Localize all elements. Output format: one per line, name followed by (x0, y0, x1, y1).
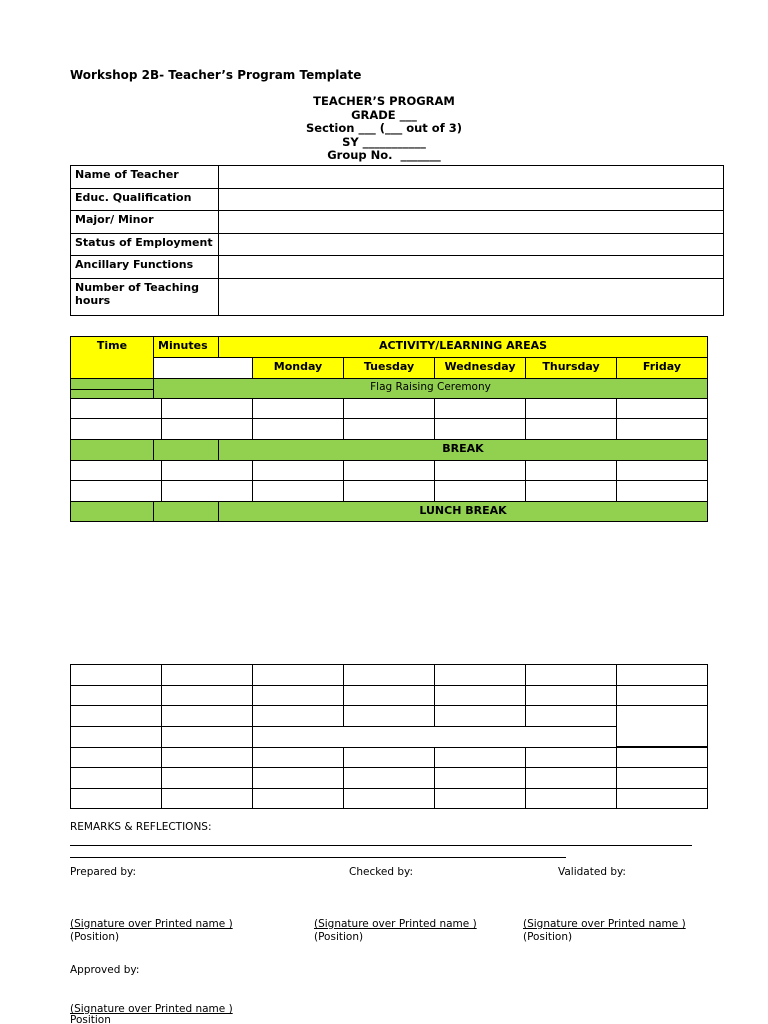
schedule-entry-field[interactable] (343, 767, 435, 789)
schedule-entry-field[interactable] (161, 480, 253, 502)
schedule-entry-field[interactable] (343, 398, 435, 419)
remarks-line-1 (70, 845, 692, 846)
info-label (70, 210, 219, 234)
info-label-text: Number of Teaching hours (75, 281, 200, 307)
schedule-entry-field[interactable] (252, 747, 344, 768)
schedule-entry-field[interactable] (161, 398, 253, 419)
schedule-entry-field[interactable] (525, 788, 617, 809)
schedule-entry-field[interactable] (616, 398, 708, 419)
schedule-entry-field[interactable] (161, 418, 253, 440)
schedule-entry-field[interactable] (434, 398, 526, 419)
schedule-entry-field[interactable] (616, 460, 708, 481)
time-header (70, 336, 154, 379)
schedule-entry-field[interactable] (343, 664, 435, 686)
schedule-entry-field[interactable] (161, 767, 253, 789)
day-header-thursday-text: Thursday (542, 360, 600, 373)
activity-header (218, 336, 708, 358)
lunch-break-band (218, 501, 708, 522)
break-minutes-cell (153, 439, 219, 461)
schedule-entry-field[interactable] (70, 726, 162, 748)
validated-by-label: Validated by: (558, 866, 626, 878)
day-header-monday-text: Monday (273, 360, 323, 373)
checked-position-label: (Position) (314, 931, 364, 943)
break-time-cell (70, 439, 154, 461)
minutes-header-text: Minutes (158, 339, 208, 352)
info-value-field[interactable] (218, 233, 724, 256)
flag-raising-band-text: Flag Raising Ceremony (370, 381, 491, 393)
schedule-entry-field[interactable] (252, 705, 344, 727)
activity-header-text: ACTIVITY/LEARNING AREAS (378, 339, 548, 352)
schedule-merged-friday-field[interactable] (616, 705, 708, 748)
header-line: Section ___ (___ out of 3) (306, 121, 462, 136)
break-band-text: BREAK (442, 442, 484, 455)
schedule-entry-field[interactable] (161, 705, 253, 727)
schedule-entry-field[interactable] (616, 788, 708, 809)
minutes-header (153, 336, 219, 358)
schedule-entry-field[interactable] (252, 418, 344, 440)
schedule-entry-field[interactable] (343, 480, 435, 502)
schedule-entry-field[interactable] (161, 685, 253, 706)
schedule-entry-field[interactable] (161, 460, 253, 481)
info-label (70, 188, 219, 211)
merged-cell-bottom-rule (616, 746, 707, 748)
schedule-entry-field[interactable] (70, 705, 162, 727)
schedule-entry-field[interactable] (434, 418, 526, 440)
schedule-entry-field[interactable] (525, 747, 617, 768)
schedule-entry-field[interactable] (525, 460, 617, 481)
info-label-text: Major/ Minor (75, 213, 154, 226)
schedule-entry-field[interactable] (70, 480, 162, 502)
schedule-entry-field[interactable] (525, 685, 617, 706)
schedule-entry-field[interactable] (343, 460, 435, 481)
document-title: Workshop 2B- Teacher’s Program Template (70, 68, 362, 82)
minutes-subheader-blank (153, 357, 253, 379)
schedule-entry-field[interactable] (70, 664, 162, 686)
schedule-entry-field[interactable] (70, 418, 162, 440)
day-header-wednesday (434, 357, 526, 379)
validated-position-label: (Position) (523, 931, 573, 943)
schedule-entry-field[interactable] (525, 398, 617, 419)
schedule-entry-field[interactable] (252, 480, 344, 502)
schedule-entry-field[interactable] (525, 664, 617, 686)
schedule-entry-field[interactable] (70, 767, 162, 789)
prepared-position-label: (Position) (70, 931, 120, 943)
remarks-label: REMARKS & REFLECTIONS: (70, 821, 212, 833)
checked-by-label: Checked by: (349, 866, 414, 878)
form-header (0, 95, 768, 163)
info-label-text: Ancillary Functions (75, 258, 194, 271)
info-label (70, 278, 219, 316)
info-value-field[interactable] (218, 165, 724, 189)
schedule-entry-field[interactable] (343, 705, 435, 727)
info-label (70, 165, 219, 189)
schedule-entry-field[interactable] (252, 767, 344, 789)
schedule-entry-field[interactable] (252, 398, 344, 419)
info-value-field[interactable] (218, 255, 724, 279)
lunch-break-time-cell (70, 501, 154, 522)
day-header-friday-text: Friday (642, 360, 682, 373)
info-label-text: Educ. Qualification (75, 191, 192, 204)
header-line: SY ___________ (342, 134, 426, 149)
schedule-entry-field[interactable] (616, 685, 708, 706)
schedule-entry-field[interactable] (434, 747, 526, 768)
day-header-friday (616, 357, 708, 379)
schedule-entry-field[interactable] (525, 767, 617, 789)
flag-time-divider (70, 389, 153, 390)
day-header-wednesday-text: Wednesday (444, 360, 516, 373)
approved-signature-line: (Signature over Printed name ) (70, 1003, 233, 1015)
info-value-field[interactable] (218, 210, 724, 234)
schedule-entry-field[interactable] (343, 685, 435, 706)
schedule-entry-field[interactable] (252, 685, 344, 706)
schedule-entry-field[interactable] (434, 460, 526, 481)
schedule-entry-field[interactable] (252, 664, 344, 686)
info-label-text: Status of Employment (75, 236, 213, 249)
schedule-entry-field[interactable] (616, 747, 708, 768)
schedule-entry-field[interactable] (343, 788, 435, 809)
prepared-by-label: Prepared by: (70, 866, 136, 878)
schedule-entry-field[interactable] (434, 480, 526, 502)
approved-by-label: Approved by: (70, 964, 140, 976)
header-line: GRADE ___ (351, 107, 417, 122)
schedule-entry-field[interactable] (161, 664, 253, 686)
schedule-entry-field[interactable] (616, 767, 708, 789)
info-value-field[interactable] (218, 278, 724, 316)
schedule-entry-field[interactable] (343, 418, 435, 440)
approved-position-label: Position (70, 1014, 111, 1024)
schedule-entry-field[interactable] (343, 747, 435, 768)
schedule-entry-field[interactable] (70, 685, 162, 706)
schedule-entry-field[interactable] (252, 788, 344, 809)
schedule-entry-field[interactable] (70, 788, 162, 809)
info-label (70, 233, 219, 256)
schedule-entry-field[interactable] (161, 726, 253, 748)
info-label (70, 255, 219, 279)
schedule-entry-field[interactable] (70, 460, 162, 481)
lunch-break-minutes-cell (153, 501, 219, 522)
schedule-entry-field[interactable] (434, 788, 526, 809)
day-header-tuesday-text: Tuesday (363, 360, 415, 373)
header-line: Group No. _______ (327, 148, 441, 163)
schedule-entry-field[interactable] (70, 747, 162, 768)
info-value-field[interactable] (218, 188, 724, 211)
checked-signature-line: (Signature over Printed name ) (314, 918, 477, 930)
schedule-entry-field[interactable] (525, 418, 617, 440)
schedule-entry-field[interactable] (616, 418, 708, 440)
validated-signature-line: (Signature over Printed name ) (523, 918, 686, 930)
schedule-entry-field[interactable] (434, 685, 526, 706)
info-label-text: Name of Teacher (75, 168, 179, 181)
time-header-text: Time (96, 339, 128, 352)
day-header-thursday (525, 357, 617, 379)
schedule-entry-field[interactable] (525, 480, 617, 502)
schedule-merged-field[interactable] (252, 726, 617, 748)
lunch-break-band-text: LUNCH BREAK (419, 504, 507, 517)
schedule-entry-field[interactable] (434, 664, 526, 686)
schedule-entry-field[interactable] (616, 664, 708, 686)
break-band (218, 439, 708, 461)
schedule-entry-field[interactable] (161, 747, 253, 768)
schedule-entry-field[interactable] (616, 480, 708, 502)
flag-raising-band (153, 378, 708, 399)
schedule-entry-field[interactable] (252, 460, 344, 481)
prepared-signature-line: (Signature over Printed name ) (70, 918, 233, 930)
day-header-tuesday (343, 357, 435, 379)
remarks-line-2 (70, 857, 566, 858)
schedule-entry-field[interactable] (434, 767, 526, 789)
schedule-entry-field[interactable] (525, 705, 617, 727)
header-line: TEACHER’S PROGRAM (313, 94, 455, 108)
schedule-entry-field[interactable] (70, 398, 162, 419)
day-header-monday (252, 357, 344, 379)
schedule-entry-field[interactable] (434, 705, 526, 727)
schedule-entry-field[interactable] (161, 788, 253, 809)
